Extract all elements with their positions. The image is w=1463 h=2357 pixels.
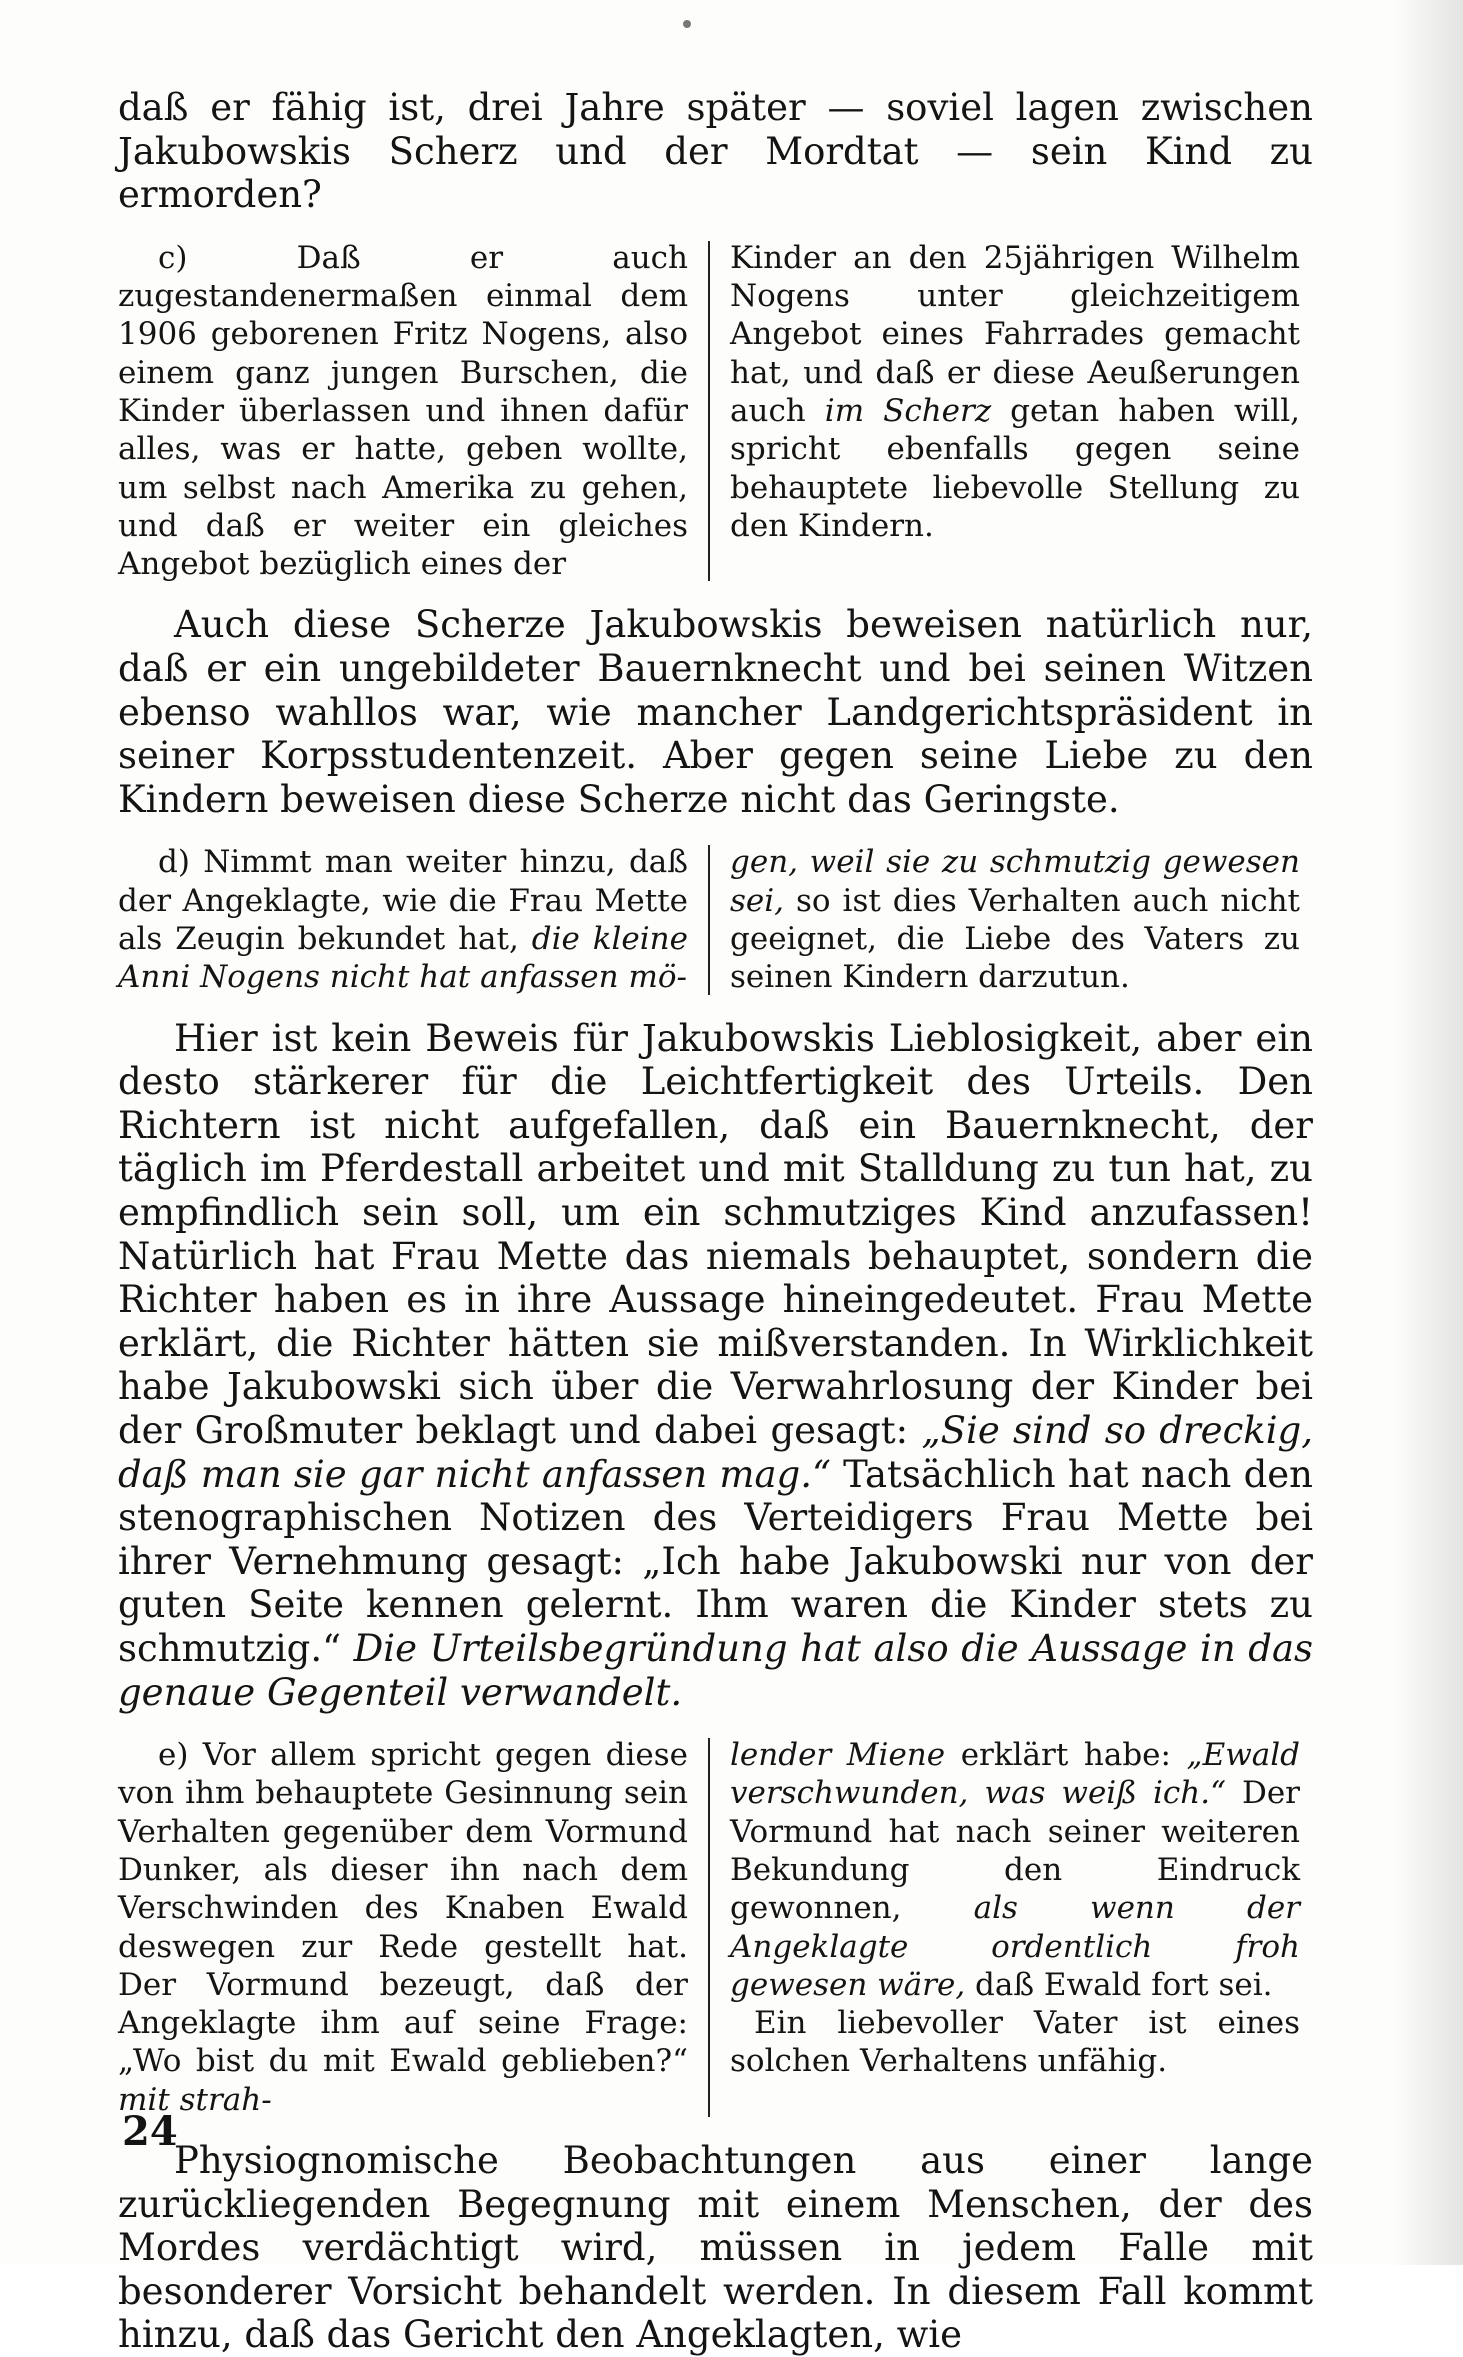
italic-run: als wenn der Angeklagte ordentlich froh gewesen wäre, bbox=[730, 1890, 1300, 2003]
section-c-right-column bbox=[710, 239, 1300, 584]
italic-run: die kleine Anni Nogens nicht hat anfassen mö- bbox=[118, 921, 688, 996]
paragraph-hier bbox=[118, 1017, 1313, 1715]
text-run: Hier ist kein Beweis für Jakubowskis Lieblosigkeit, aber ein desto stärkerer für die Leichtfertigkeit des Urteils. Den Richtern ist nicht aufgefallen, daß ein Bauernknecht, der täglich im Pferdestall arbeitet und mit Stalldung zu tun hat, zu empfindlich sein soll, um ein schmutziges Kind anzufassen! Natürlich hat Frau Mette das niemals behauptet, sondern die Richter haben es in ihre Aussage hineingedeutet. Frau Mette erklärt, die Richter hätten sie mißverstanden. In Wirklichkeit habe Jakubowski sich über die Verwahrlosung der Kinder bei der Großmuter beklagt und dabei gesagt: bbox=[118, 1016, 1313, 1452]
opening-paragraph: daß er fähig ist, drei Jahre später — soviel lagen zwischen Jakubowskis Scherz und der Mordtat — sein Kind zu ermorden? bbox=[118, 86, 1313, 217]
section-d-right-text bbox=[730, 843, 1300, 996]
italic-run: im Scherz bbox=[824, 392, 992, 429]
text-run: daß Ewald fort sei. bbox=[965, 1966, 1273, 2003]
section-c-left-column bbox=[118, 239, 708, 584]
section-c-columns bbox=[118, 239, 1313, 584]
section-e-left-text bbox=[118, 1736, 688, 2119]
section-d-right-column bbox=[710, 843, 1300, 996]
section-d-left-column bbox=[118, 843, 708, 996]
text-run: so ist dies Verhalten auch nicht geeignet, die Liebe des Vaters zu seinen Kindern darzutun. bbox=[730, 882, 1300, 996]
section-e-right-column bbox=[710, 1736, 1300, 2119]
section-e-left-column bbox=[118, 1736, 708, 2119]
page-number: 24 bbox=[122, 2108, 178, 2155]
text-run: Der Vormund hat nach seiner weiteren Bekundung den Eindruck gewonnen, bbox=[730, 1775, 1300, 1927]
section-d-columns bbox=[118, 843, 1313, 996]
italic-run: mit strah- bbox=[118, 2081, 272, 2118]
italic-run: lender Miene bbox=[730, 1737, 946, 1774]
page-body bbox=[118, 86, 1313, 2357]
text-run: e) Vor allem spricht gegen diese von ihm behauptete Gesinnung sein Verhalten gegenüber dem Vormund Dunker, als dieser ihn nach dem Verschwinden des Knaben Ewald deswegen zur Rede gestellt hat. Der Vormund bezeugt, daß der Angeklagte ihm auf seine Frage: „Wo bist du mit Ewald geblieben?“ bbox=[118, 1737, 688, 2080]
print-speck bbox=[683, 20, 691, 28]
italic-run: gen, weil sie zu schmutzig gewesen sei, bbox=[730, 844, 1300, 919]
section-c-right-text bbox=[730, 239, 1300, 545]
text-run: d) Nimmt man weiter hinzu, daß der Angeklagte, wie die Frau Mette als Zeugin bekundet hat, bbox=[118, 844, 688, 958]
text-run: Kinder an den 25jährigen Wilhelm Nogens unter gleichzeitigem Angebot eines Fahrrades gemacht hat, und daß er diese Aeußerungen auch bbox=[730, 239, 1300, 429]
text-run: erklärt habe: bbox=[945, 1737, 1187, 1774]
italic-run: „Sie sind so dreckig, daß man sie gar nicht anfassen mag.“ bbox=[118, 1408, 1313, 1496]
section-c-left-text: c) Daß er auch zugestandenermaßen einmal dem 1906 geborenen Fritz Nogens, also einem ganz jungen Burschen, die Kinder überlassen und ihnen dafür alles, was er hatte, geben wollte, um selbst nach Amerika zu gehen, und daß er weiter ein gleiches Angebot bezüglich eines der bbox=[118, 239, 688, 583]
text-run: getan haben will, spricht ebenfalls gegen seine behauptete liebevolle Stellung zu den Kindern. bbox=[730, 392, 1300, 544]
section-d-left-text bbox=[118, 843, 688, 996]
italic-run: Die Urteilsbegründung hat also die Aussage in das genaue Gegenteil verwandelt. bbox=[118, 1626, 1313, 1714]
paragraph-auch: Auch diese Scherze Jakubowskis beweisen natürlich nur, daß er ein ungebildeter Bauernknecht und bei seinen Witzen ebenso wahllos war, wie mancher Landgerichtspräsident in seiner Korpsstudentenzeit. Aber gegen seine Liebe zu den Kindern beweisen diese Scherze nicht das Geringste. bbox=[118, 603, 1313, 821]
italic-run: „Ewald verschwunden, was weiß ich.“ bbox=[730, 1737, 1301, 1812]
paragraph-physiognomische: Physiognomische Beobachtungen aus einer lange zurückliegenden Begegnung mit einem Menschen, der des Mordes verdächtigt wird, müssen in jedem Falle mit besonderer Vorsicht behandelt werden. In diesem Fall kommt hinzu, daß das Gericht den Angeklagten, wie bbox=[118, 2139, 1313, 2357]
section-e-columns bbox=[118, 1736, 1313, 2119]
text-run: Tatsächlich hat nach den stenographischen Notizen des Verteidigers Frau Mette bei ihrer Vernehmung gesagt: „Ich habe Jakubowski nur von der guten Seite kennen gelernt. Ihm waren die Kinder stets zu schmutzig.“ bbox=[118, 1452, 1313, 1670]
section-e-right-paragraph-2: Ein liebevoller Vater ist eines solchen Verhaltens unfähig. bbox=[730, 2005, 1300, 2080]
section-e-right-text bbox=[730, 1736, 1300, 2004]
